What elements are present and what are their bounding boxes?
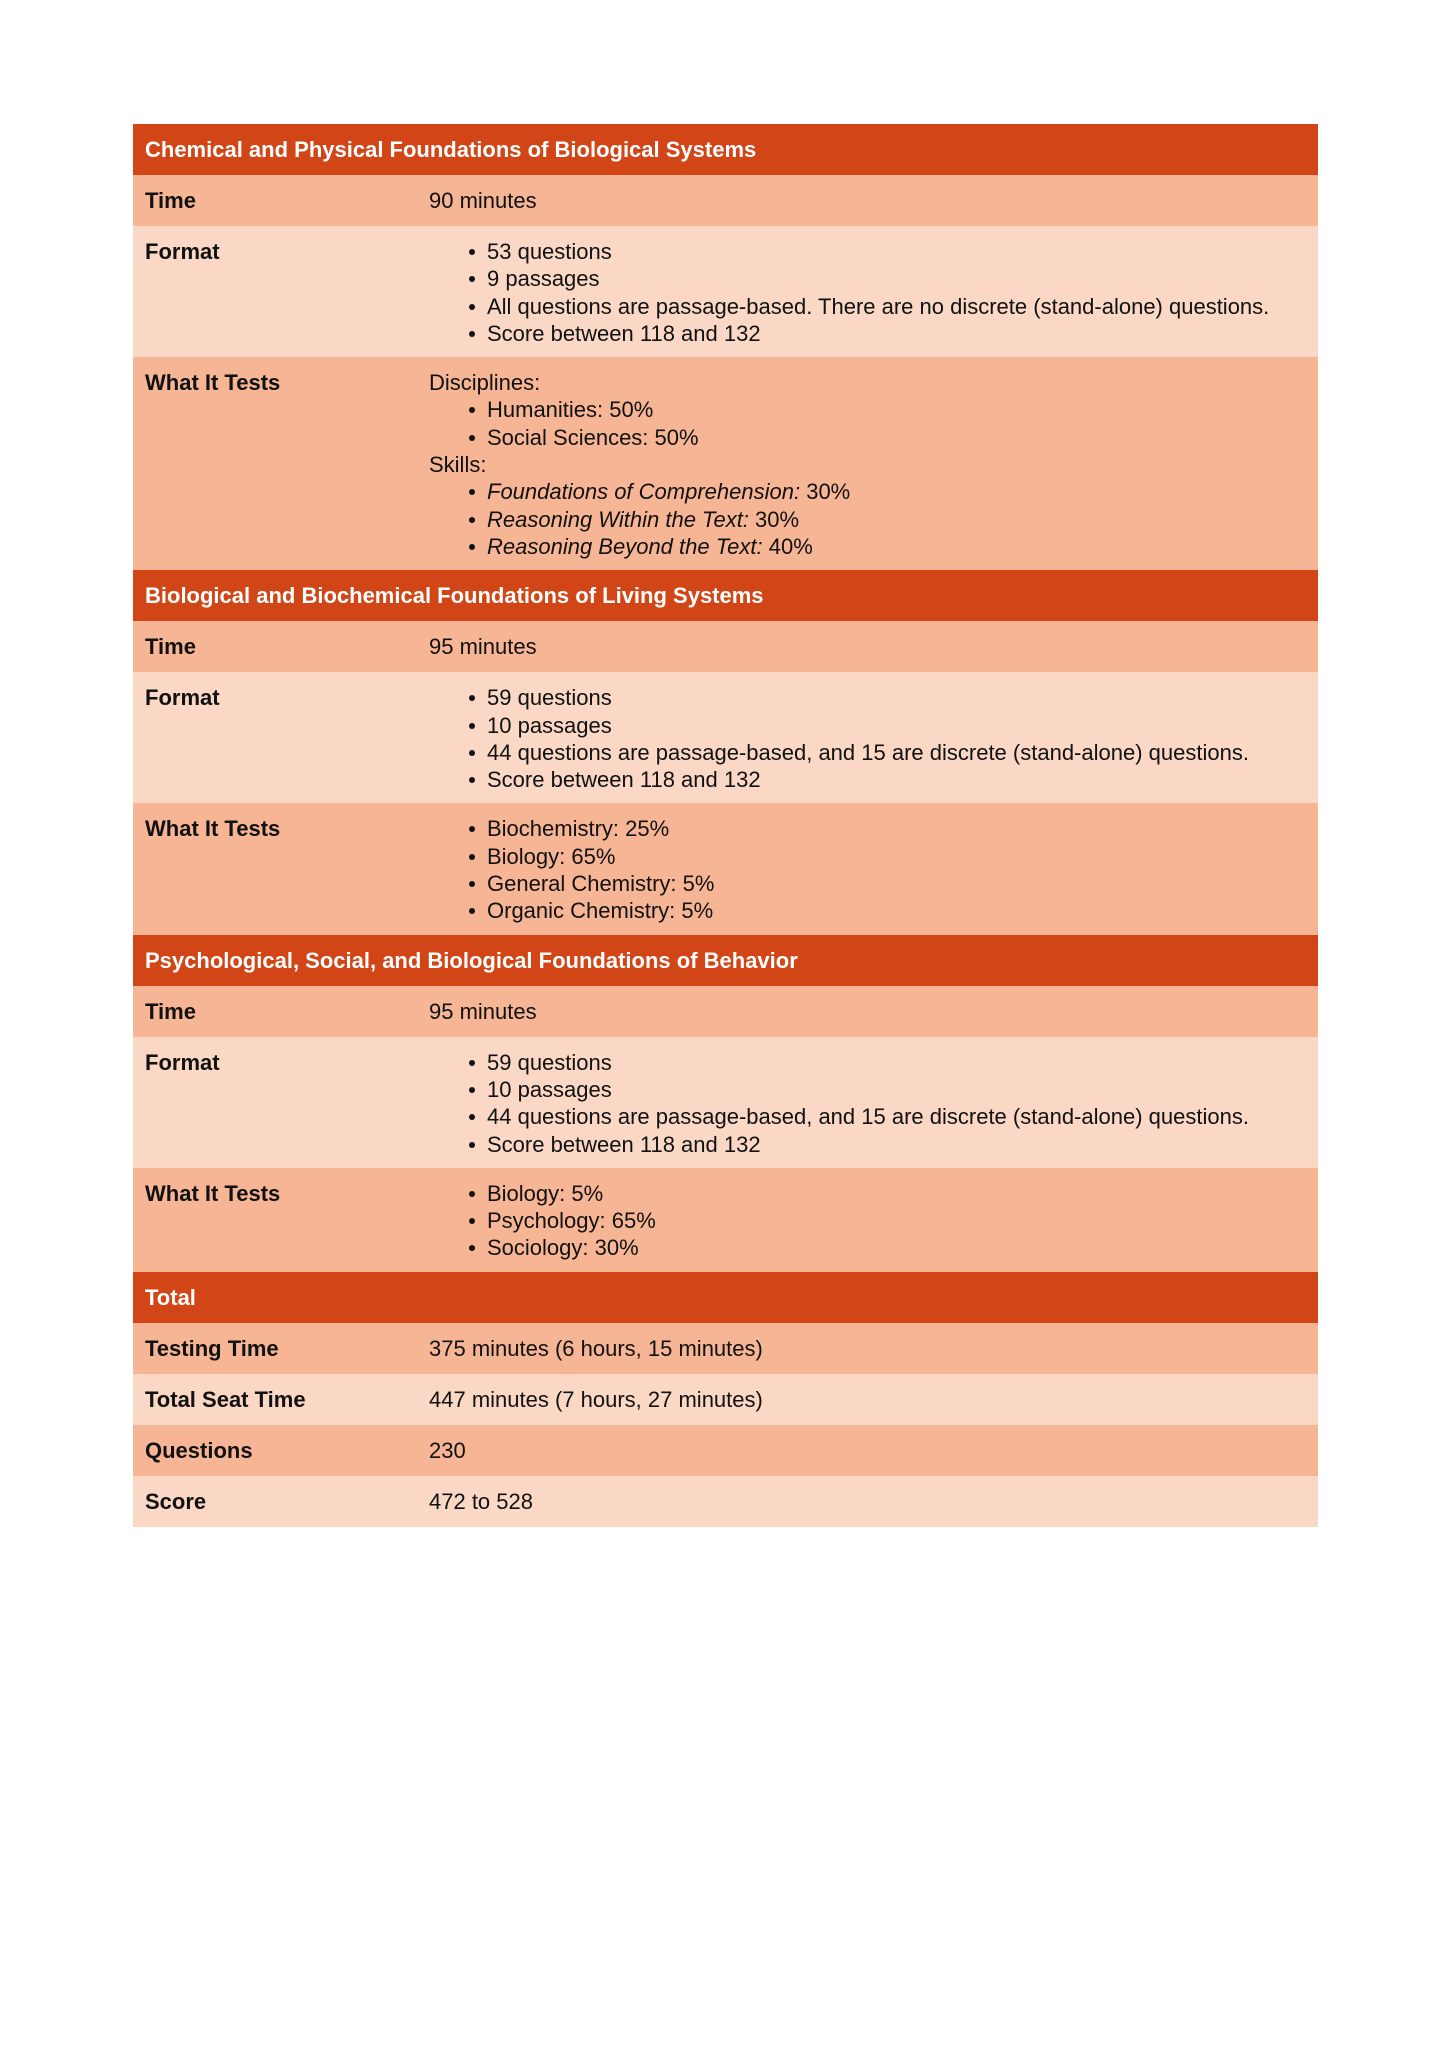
row-value: 95 minutes bbox=[429, 998, 537, 1024]
section-header-total: Total bbox=[133, 1272, 1318, 1323]
row-value bbox=[429, 803, 1318, 934]
row-label: What It Tests bbox=[145, 1180, 281, 1206]
row-testing-time bbox=[133, 1323, 1318, 1374]
row-label: What It Tests bbox=[145, 816, 281, 842]
row-what-it-tests bbox=[133, 803, 1318, 934]
list-item: Biology: 5% bbox=[429, 1180, 1308, 1207]
mcat-sections-table bbox=[133, 124, 1318, 1527]
row-format bbox=[133, 226, 1318, 357]
list-item: General Chemistry: 5% bbox=[429, 870, 1308, 897]
disciplines-heading: Disciplines: bbox=[429, 370, 541, 396]
list-item: Score between 118 and 132 bbox=[429, 1131, 1308, 1158]
row-label: Time bbox=[145, 634, 196, 660]
row-value bbox=[429, 672, 1318, 803]
row-value: 90 minutes bbox=[429, 188, 537, 213]
list-item: 44 questions are passage-based, and 15 are discrete (stand-alone) questions. bbox=[429, 739, 1308, 766]
list-item: 59 questions bbox=[429, 1049, 1308, 1076]
disciplines-list bbox=[429, 396, 1308, 451]
list-item: Sociology: 30% bbox=[429, 1234, 1308, 1261]
list-item: 10 passages bbox=[429, 1076, 1308, 1103]
row-value: 472 to 528 bbox=[429, 1488, 533, 1514]
row-total-seat-time bbox=[133, 1374, 1318, 1425]
row-value bbox=[429, 1037, 1318, 1168]
row-label: Time bbox=[145, 998, 196, 1024]
section-header-chem-phys: Chemical and Physical Foundations of Biological Systems bbox=[133, 124, 1318, 175]
section-header-psych-soc: Psychological, Social, and Biological Foundations of Behavior bbox=[133, 935, 1318, 986]
row-label: Format bbox=[145, 685, 220, 711]
skill-percent: 30% bbox=[800, 479, 851, 505]
skills-list bbox=[429, 478, 1308, 560]
list-item bbox=[429, 533, 1308, 560]
list-item: All questions are passage-based. There are no discrete (stand-alone) questions. bbox=[429, 293, 1308, 320]
list-item: Social Sciences: 50% bbox=[429, 424, 1308, 451]
skills-heading: Skills: bbox=[429, 452, 487, 478]
row-value: 447 minutes (7 hours, 27 minutes) bbox=[429, 1386, 763, 1412]
tests-list bbox=[429, 815, 1308, 924]
skill-name: Reasoning Within the Text: bbox=[487, 506, 749, 532]
skill-name: Reasoning Beyond the Text: bbox=[487, 533, 763, 559]
list-item: Biochemistry: 25% bbox=[429, 815, 1308, 842]
row-time bbox=[133, 175, 1318, 226]
list-item: 44 questions are passage-based, and 15 are discrete (stand-alone) questions. bbox=[429, 1103, 1308, 1130]
skill-percent: 30% bbox=[748, 506, 800, 532]
row-label: Total Seat Time bbox=[145, 1386, 306, 1412]
list-item bbox=[429, 478, 1308, 505]
skill-percent: 40% bbox=[762, 533, 813, 559]
row-label: Time bbox=[145, 188, 196, 213]
list-item: Biology: 65% bbox=[429, 843, 1308, 870]
row-value: 95 minutes bbox=[429, 634, 537, 660]
row-time bbox=[133, 986, 1318, 1037]
list-item: Psychology: 65% bbox=[429, 1207, 1308, 1234]
row-value bbox=[429, 226, 1318, 357]
row-label: Questions bbox=[145, 1437, 253, 1463]
row-format bbox=[133, 1037, 1318, 1168]
format-list bbox=[429, 238, 1308, 347]
row-what-it-tests bbox=[133, 357, 1318, 570]
list-item: Humanities: 50% bbox=[429, 396, 1308, 423]
row-value bbox=[429, 357, 1318, 570]
row-score bbox=[133, 1476, 1318, 1527]
row-label: Format bbox=[145, 239, 220, 264]
row-time bbox=[133, 621, 1318, 672]
row-value: 230 bbox=[429, 1437, 466, 1463]
row-label: Format bbox=[145, 1049, 220, 1075]
skill-name: Foundations of Comprehension: bbox=[487, 479, 801, 505]
row-questions bbox=[133, 1425, 1318, 1476]
row-what-it-tests bbox=[133, 1168, 1318, 1272]
format-list bbox=[429, 684, 1308, 793]
tests-list bbox=[429, 1180, 1308, 1262]
row-value: 375 minutes (6 hours, 15 minutes) bbox=[429, 1335, 763, 1361]
row-label: What It Tests bbox=[145, 370, 281, 396]
row-label: Testing Time bbox=[145, 1335, 279, 1361]
list-item: 10 passages bbox=[429, 712, 1308, 739]
list-item: 59 questions bbox=[429, 684, 1308, 711]
list-item: Score between 118 and 132 bbox=[429, 320, 1308, 347]
list-item: 9 passages bbox=[429, 265, 1308, 292]
list-item: 53 questions bbox=[429, 238, 1308, 265]
format-list bbox=[429, 1049, 1308, 1158]
row-label: Score bbox=[145, 1488, 207, 1514]
list-item bbox=[429, 506, 1308, 533]
row-value bbox=[429, 1168, 1318, 1272]
row-format bbox=[133, 672, 1318, 803]
section-header-bio-biochem: Biological and Biochemical Foundations of Living Systems bbox=[133, 570, 1318, 621]
list-item: Score between 118 and 132 bbox=[429, 766, 1308, 793]
list-item: Organic Chemistry: 5% bbox=[429, 897, 1308, 924]
